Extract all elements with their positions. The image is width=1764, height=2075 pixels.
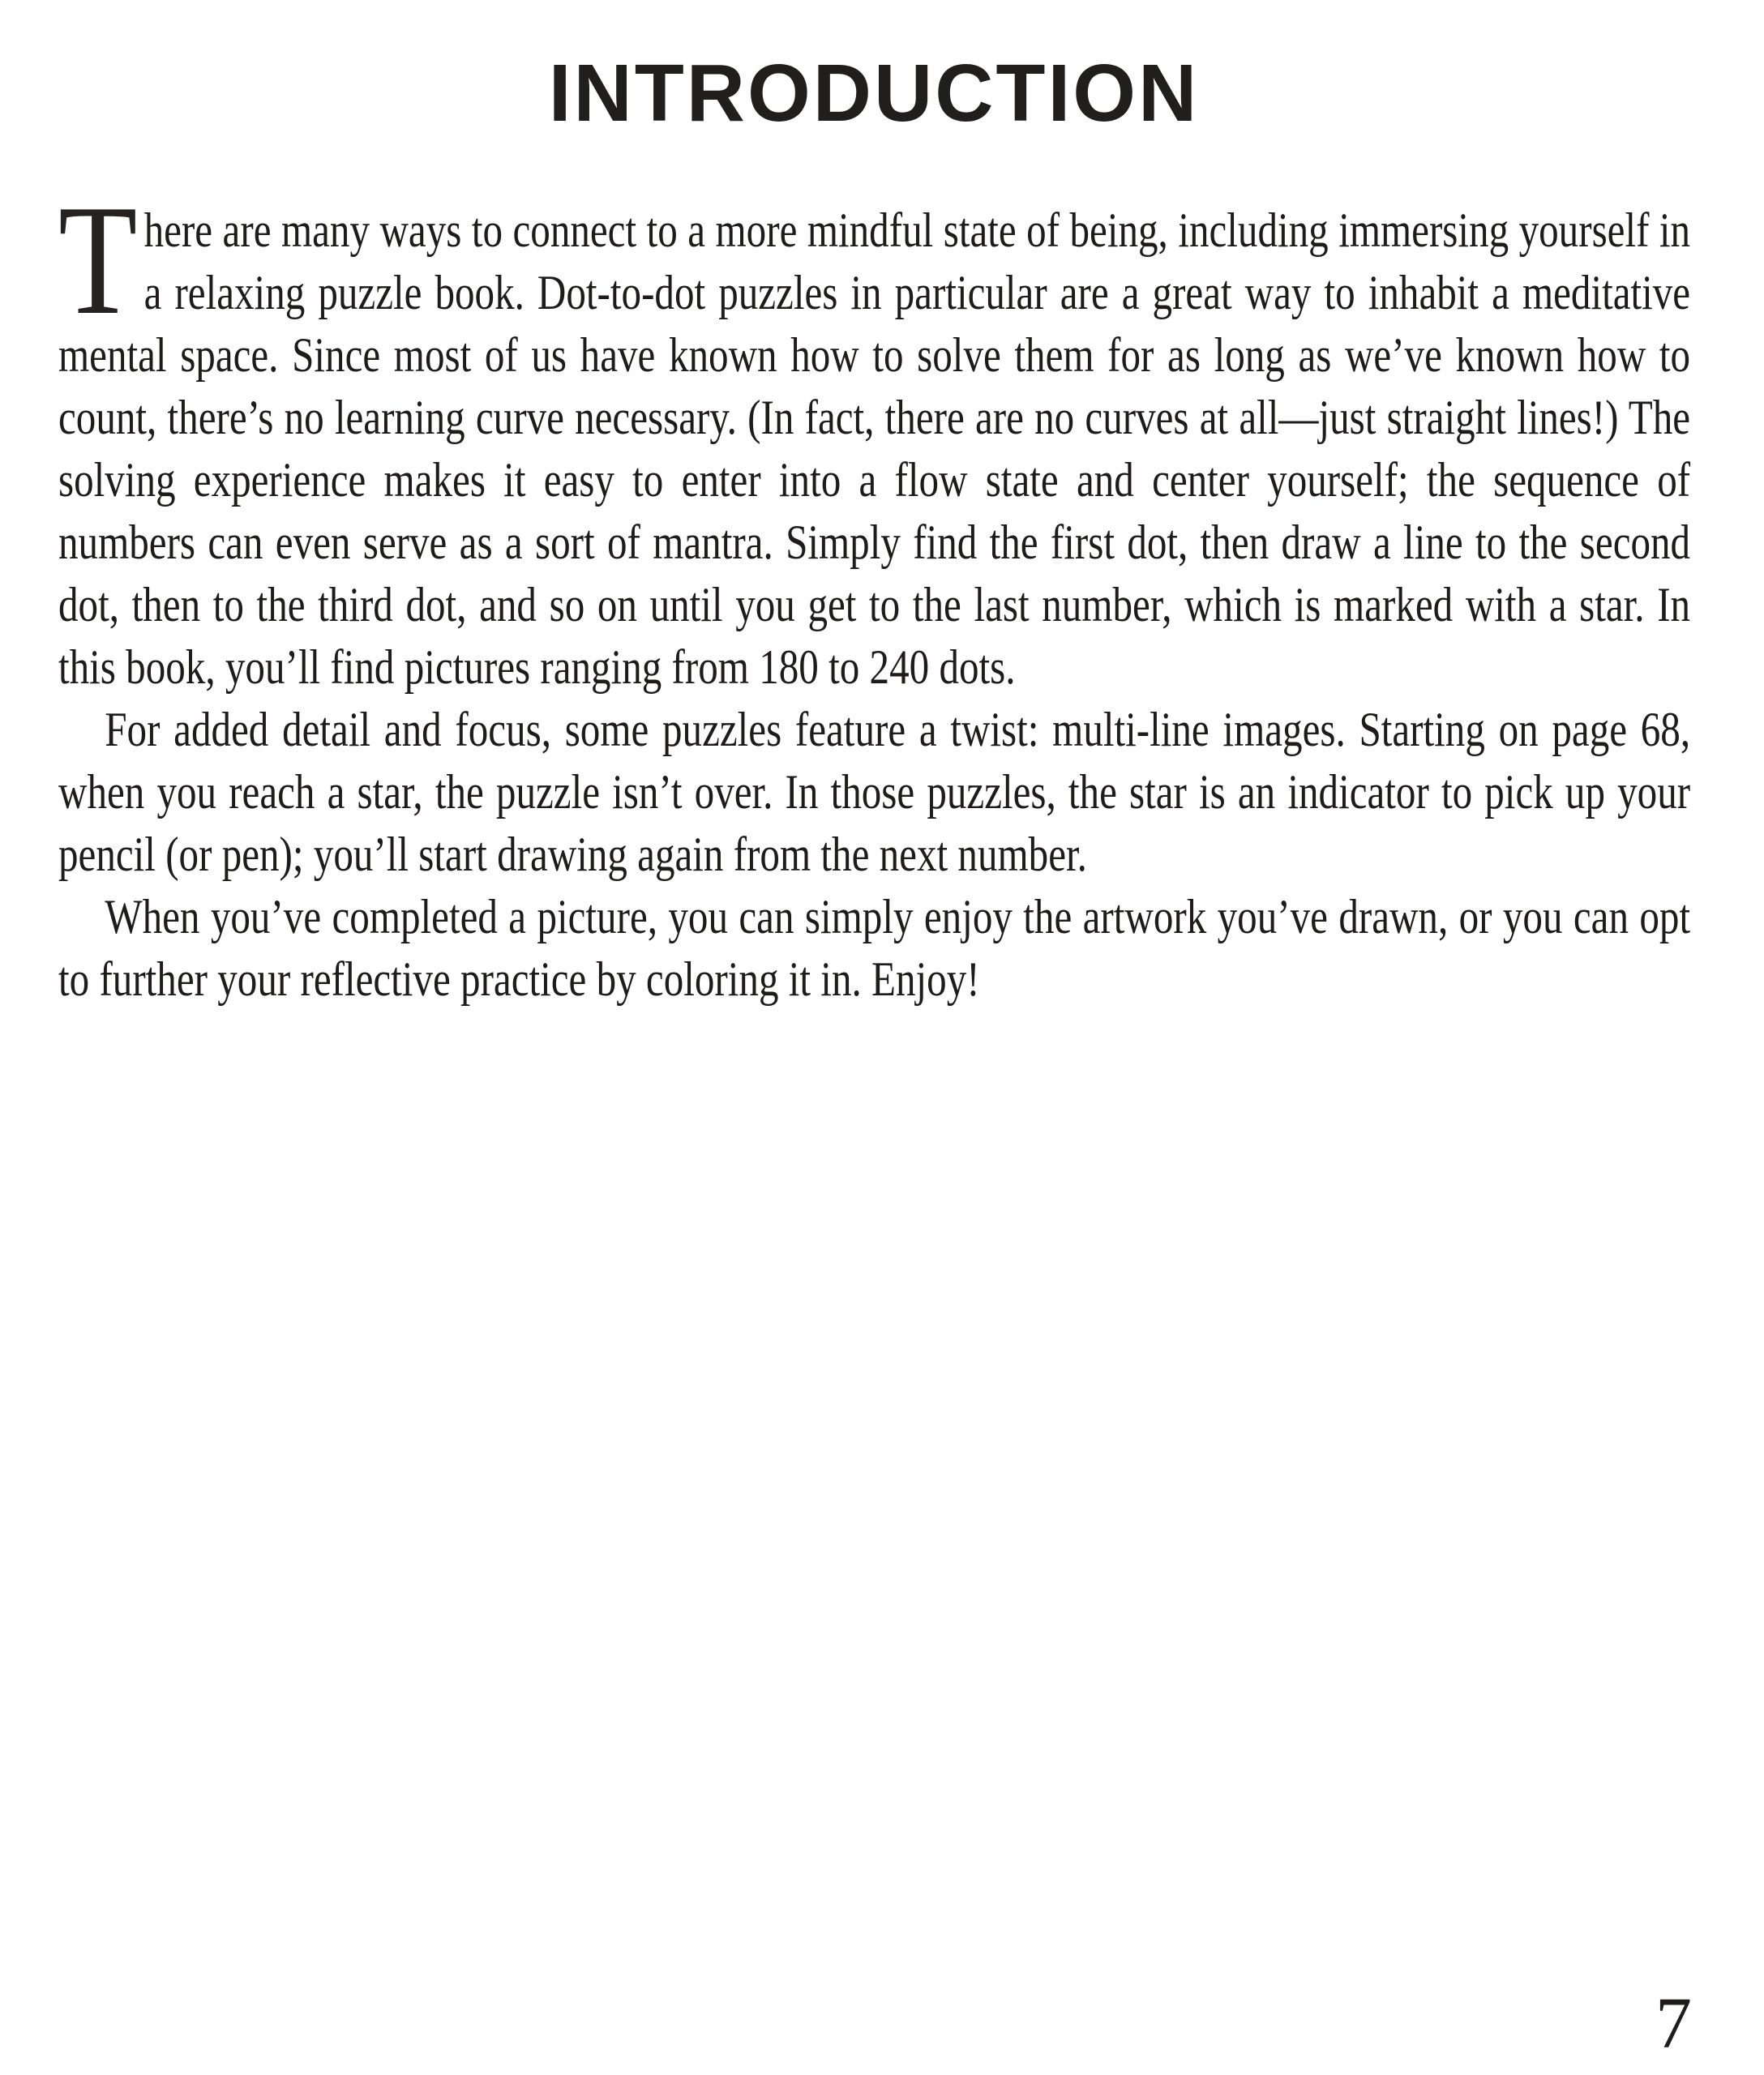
paragraph-1 bbox=[58, 173, 1691, 699]
paragraph-3: When you’ve completed a picture, you can simply enjoy the artwork you’ve drawn, or you can opt to further your reflective practice by coloring it in. Enjoy! bbox=[58, 890, 1691, 1006]
introduction-text bbox=[58, 173, 1691, 1011]
page-number: 7 bbox=[1655, 1983, 1692, 2064]
drop-cap: T bbox=[58, 173, 138, 348]
paragraph-1-text: here are many ways to connect to a more mindful state of being, including immersing yourself in a relaxing puzzle book. Dot-to-dot puzzles in particular are a great way to inhabit a meditative mental space. Since most of us have known how to solve them for as long as we’ve known how to count, there’s no learning curve necessary. (In fact, there are no curves at all—just straight lines!) The solving experience makes it easy to enter into a flow state and center yourself; the sequence of numbers can even serve as a sort of mantra. Simply find the first dot, then draw a line to the second dot, then to the third dot, and so on until you get to the last number, which is marked with a star. In this book, you’ll find pictures ranging from 180 to 240 dots. bbox=[58, 203, 1691, 694]
page-title: INTRODUCTION bbox=[548, 48, 1200, 139]
paragraph-2: For added detail and focus, some puzzles feature a twist: multi-line images. Starting on page 68, when you reach a star, the puzzle isn’t over. In those puzzles, the star is an indicator to pick up your pencil (or pen); you’ll start drawing again from the next number. bbox=[58, 703, 1691, 881]
